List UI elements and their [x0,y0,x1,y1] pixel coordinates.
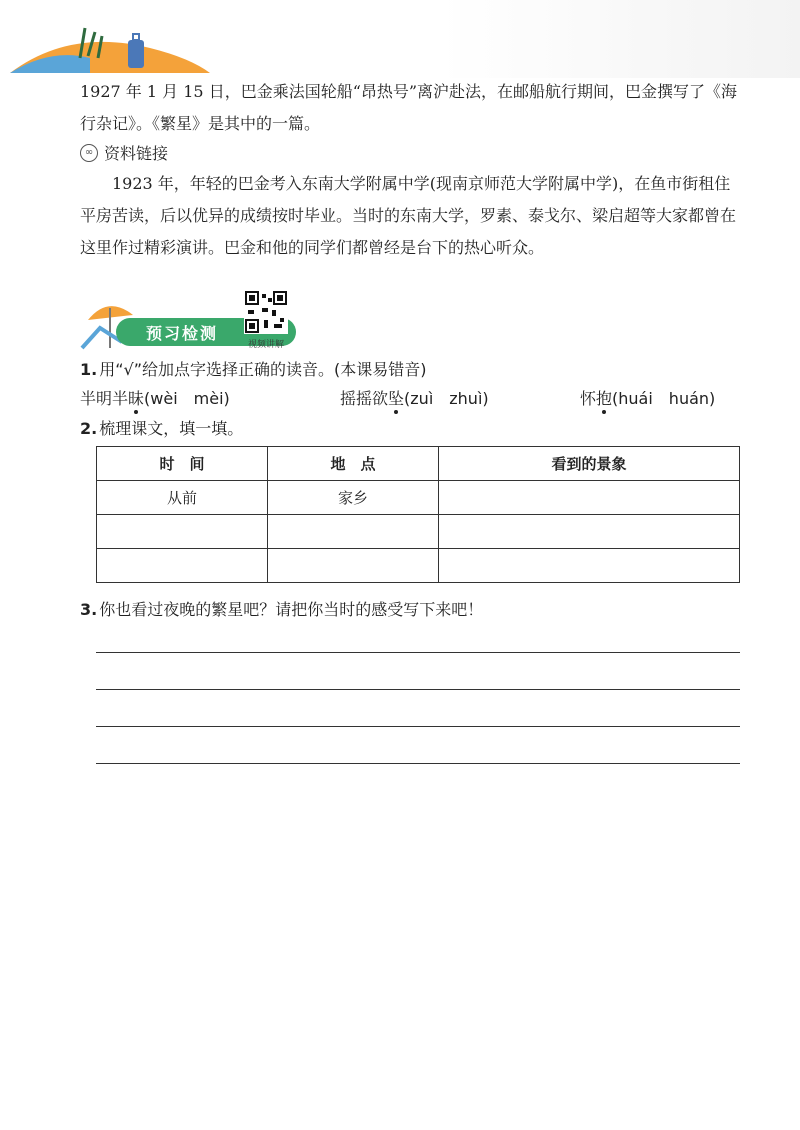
pinyin-item-1-pre: 半明半 [80,389,129,408]
question-2-text: 梳理课文，填一填。 [99,419,244,438]
resource-link-heading [80,141,168,164]
pinyin-item-2-pre: 摇摇欲 [340,389,389,408]
question-2 [80,416,243,439]
table-cell-input[interactable] [97,515,268,549]
table-header-place: 地 点 [268,447,439,481]
table-row [97,549,740,583]
pinyin-item-3-dotted: 抱 [596,389,613,408]
question-1-number: 1. [80,360,98,379]
table-cell-input[interactable] [439,481,740,515]
qr-code-icon[interactable] [244,290,288,334]
question-3 [80,597,483,620]
pinyin-item-3-options[interactable]: (huái huán) [612,389,716,408]
pinyin-item-2-dotted: 坠 [388,389,405,408]
question-1 [80,357,426,380]
table-header-row [97,447,740,481]
pinyin-item-3 [580,386,715,409]
table-header-scene: 看到的景象 [439,447,740,481]
question-2-number: 2. [80,419,98,438]
resource-link-paragraph: 1923 年，年轻的巴金考入东南大学附属中学(现南京师范大学附属中学)，在鱼市街租住平房苦读，后以优异的成绩按时毕业。当时的东南大学，罗素、泰戈尔、梁启超等大家都曾在这里作过精彩演讲。巴金和他的同学们都曾经是台下的热心听众。 [80,174,737,257]
table-cell: 家乡 [268,481,439,515]
pinyin-item-1-options[interactable]: (wèi mèi) [144,389,230,408]
table-row [97,481,740,515]
answer-line[interactable] [96,689,740,690]
table-header-time: 时 间 [97,447,268,481]
answer-line[interactable] [96,726,740,727]
pinyin-item-1-dotted: 昧 [128,389,145,408]
table-cell-input[interactable] [268,549,439,583]
qr-code-label: 视频讲解 [247,340,284,350]
resource-link-title: 资料链接 [104,144,169,163]
table-cell-input[interactable] [439,515,740,549]
pinyin-item-1 [80,386,230,409]
header-decoration-icon [10,18,210,78]
answer-line[interactable] [96,763,740,764]
table-cell-input[interactable] [268,515,439,549]
intro-paragraph: 1927 年 1 月 15 日，巴金乘法国轮船“昂热号”离沪赴法，在邮船航行期间，巴金撰写了《海行杂记》。《繁星》是其中的一篇。 [80,82,738,133]
fill-in-table [96,446,740,583]
table-cell: 从前 [97,481,268,515]
preview-banner-title: 预习检测 [116,318,296,346]
question-3-text: 你也看过夜晚的繁星吧？请把你当时的感受写下来吧！ [99,600,484,619]
pinyin-item-2 [340,386,489,409]
table-cell-input[interactable] [439,549,740,583]
pinyin-item-3-pre: 怀 [580,389,597,408]
pinyin-item-2-options[interactable]: (zuì zhuì) [404,389,489,408]
table-row [97,515,740,549]
question-3-number: 3. [80,600,98,619]
answer-line[interactable] [96,652,740,653]
question-1-text: 用“√”给加点字选择正确的读音。(本课易错音) [99,360,427,379]
table-cell-input[interactable] [97,549,268,583]
link-icon: ∞ [80,144,98,162]
